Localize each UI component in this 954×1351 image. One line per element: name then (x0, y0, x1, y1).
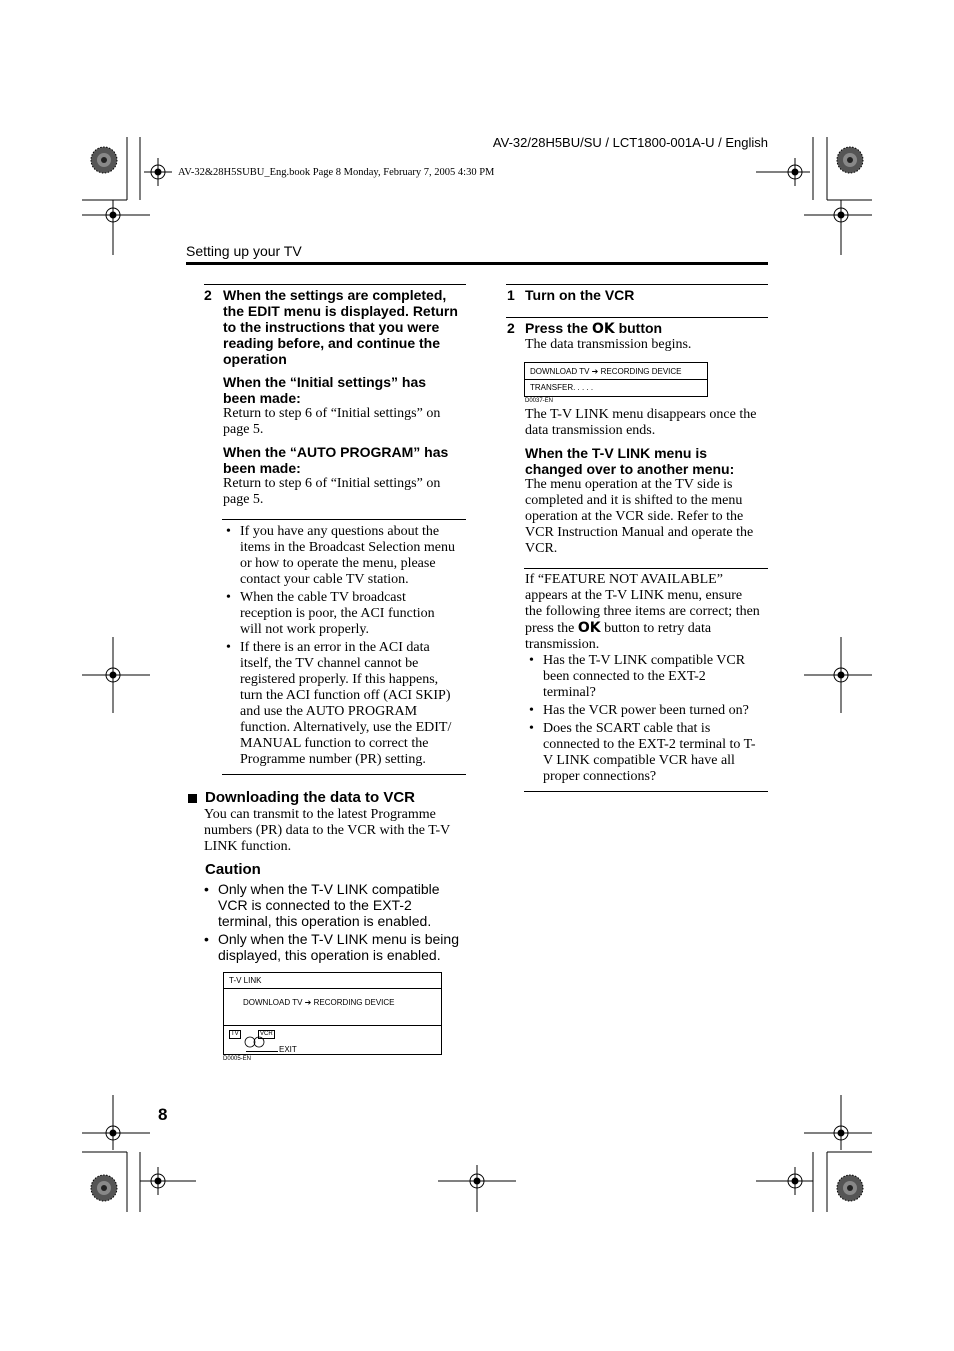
osd-divider (525, 379, 707, 380)
step-1-text: Turn on the VCR (525, 287, 635, 303)
osd-download-line: DOWNLOAD TV ➔ RECORDING DEVICE (530, 367, 682, 376)
list-item: • Does the SCART cable that is connected to the EXT-2 terminal to T- V LINK compatible VCR have all proper connections? (525, 721, 770, 785)
list-item: • If you have any questions about the items in the Broadcast Selection menu or how to operate the menu, please contact your cable TV station. (222, 524, 470, 588)
transfer-osd (524, 362, 708, 397)
exit-label: EXIT (279, 1045, 297, 1054)
changed-heading: When the T-V LINK menu is changed over to another menu: (525, 445, 735, 477)
feature-top-rule (524, 568, 768, 569)
caution-title: Caution (205, 861, 261, 878)
section-title: Setting up your TV (186, 243, 302, 259)
initial-settings-body: Return to step 6 of “Initial settings” on page 5. (223, 406, 441, 437)
step-2-text: Press the OK button (525, 320, 663, 337)
screen-divider-bottom (224, 1025, 441, 1026)
disappear-text: The T-V LINK menu disappears once the data transmission ends. (525, 407, 757, 438)
exit-underline (246, 1051, 278, 1052)
ok-button-icon: OK (577, 620, 601, 636)
caution-list (200, 881, 475, 965)
right-top-rule (506, 284, 768, 285)
figure-code: D0005-EN (223, 1056, 252, 1062)
header-rule (186, 262, 768, 265)
list-item: • Has the T-V LINK compatible VCR been connected to the EXT-2 terminal? (525, 653, 770, 701)
changed-body: The menu operation at the TV side is completed and it is shifted to the menu operation at the VCR side. Refer to the VCR Instruction Manual and operate the VCR. (525, 477, 754, 556)
step-2-body: The data transmission begins. (525, 337, 692, 352)
step-2-text: When the settings are completed, the EDIT menu is displayed. Return to the instructions that you were reading before, and continue the operation (223, 287, 458, 367)
notes-list (222, 524, 470, 770)
list-item: • If there is an error in the ACI data itself, the TV channel cannot be registered properly. If this happens, turn the ACI function off (ACI SKIP) and use the AUTO PROGRAM function. Alternatively, use the EDIT/ MANUAL function to correct the Programme number (PR) setting. (222, 640, 470, 768)
arrow-right-icon: ➔ (591, 367, 599, 376)
initial-settings-heading: When the “Initial settings” has been made: (223, 374, 427, 406)
list-item: • Only when the T-V LINK menu is being displayed, this operation is enabled. (200, 931, 475, 963)
feature-not-available-text: If “FEATURE NOT AVAILABLE” appears at the T-V LINK menu, ensure the following three items are correct; then press the OK button to retry data transmission. (525, 572, 760, 652)
auto-program-body: Return to step 6 of “Initial settings” on page 5. (223, 476, 441, 507)
ok-button-icon: OK (591, 321, 615, 337)
square-bullet-icon (188, 794, 197, 803)
step-number: 2 (204, 287, 212, 303)
vcr-tag: VCR (260, 1031, 273, 1037)
list-item: • Has the VCR power been turned on? (525, 703, 770, 719)
list-item: • Only when the T-V LINK compatible VCR is connected to the EXT-2 terminal, this operation is enabled. (200, 881, 475, 929)
step-1-rule (506, 317, 768, 318)
osd-code: D0037-EN (525, 398, 554, 404)
checks-list (525, 653, 770, 787)
tv-link-screen (223, 972, 442, 1055)
osd-transfer: TRANSFER. . . . . (530, 383, 594, 392)
screen-download-line: DOWNLOAD TV ➔ RECORDING DEVICE (243, 998, 395, 1007)
document-id: AV-32/28H5BU/SU / LCT1800-001A-U / English (492, 135, 768, 150)
left-top-rule (204, 284, 466, 285)
notes-bottom-rule (222, 774, 466, 775)
step-2-number: 2 (507, 320, 515, 336)
screen-divider-top (224, 988, 441, 989)
step-1-number: 1 (507, 287, 515, 303)
link-diagram-icon (236, 1033, 276, 1053)
screen-title: T-V LINK (229, 976, 262, 985)
list-item: • When the cable TV broadcast reception is poor, the ACI function will not work properly. (222, 590, 470, 638)
page-number: 8 (158, 1105, 168, 1124)
checks-bottom-rule (524, 791, 768, 792)
tv-tag: TV (231, 1031, 239, 1037)
download-body: You can transmit to the latest Programme numbers (PR) data to the VCR with the T-V LINK function. (204, 807, 451, 854)
notes-top-rule (222, 519, 466, 520)
book-info: AV-32&28H5SUBU_Eng.book Page 8 Monday, February 7, 2005 4:30 PM (178, 167, 495, 178)
download-heading: Downloading the data to VCR (205, 789, 415, 806)
arrow-right-icon: ➔ (304, 998, 312, 1007)
auto-program-heading: When the “AUTO PROGRAM” has been made: (223, 444, 449, 476)
